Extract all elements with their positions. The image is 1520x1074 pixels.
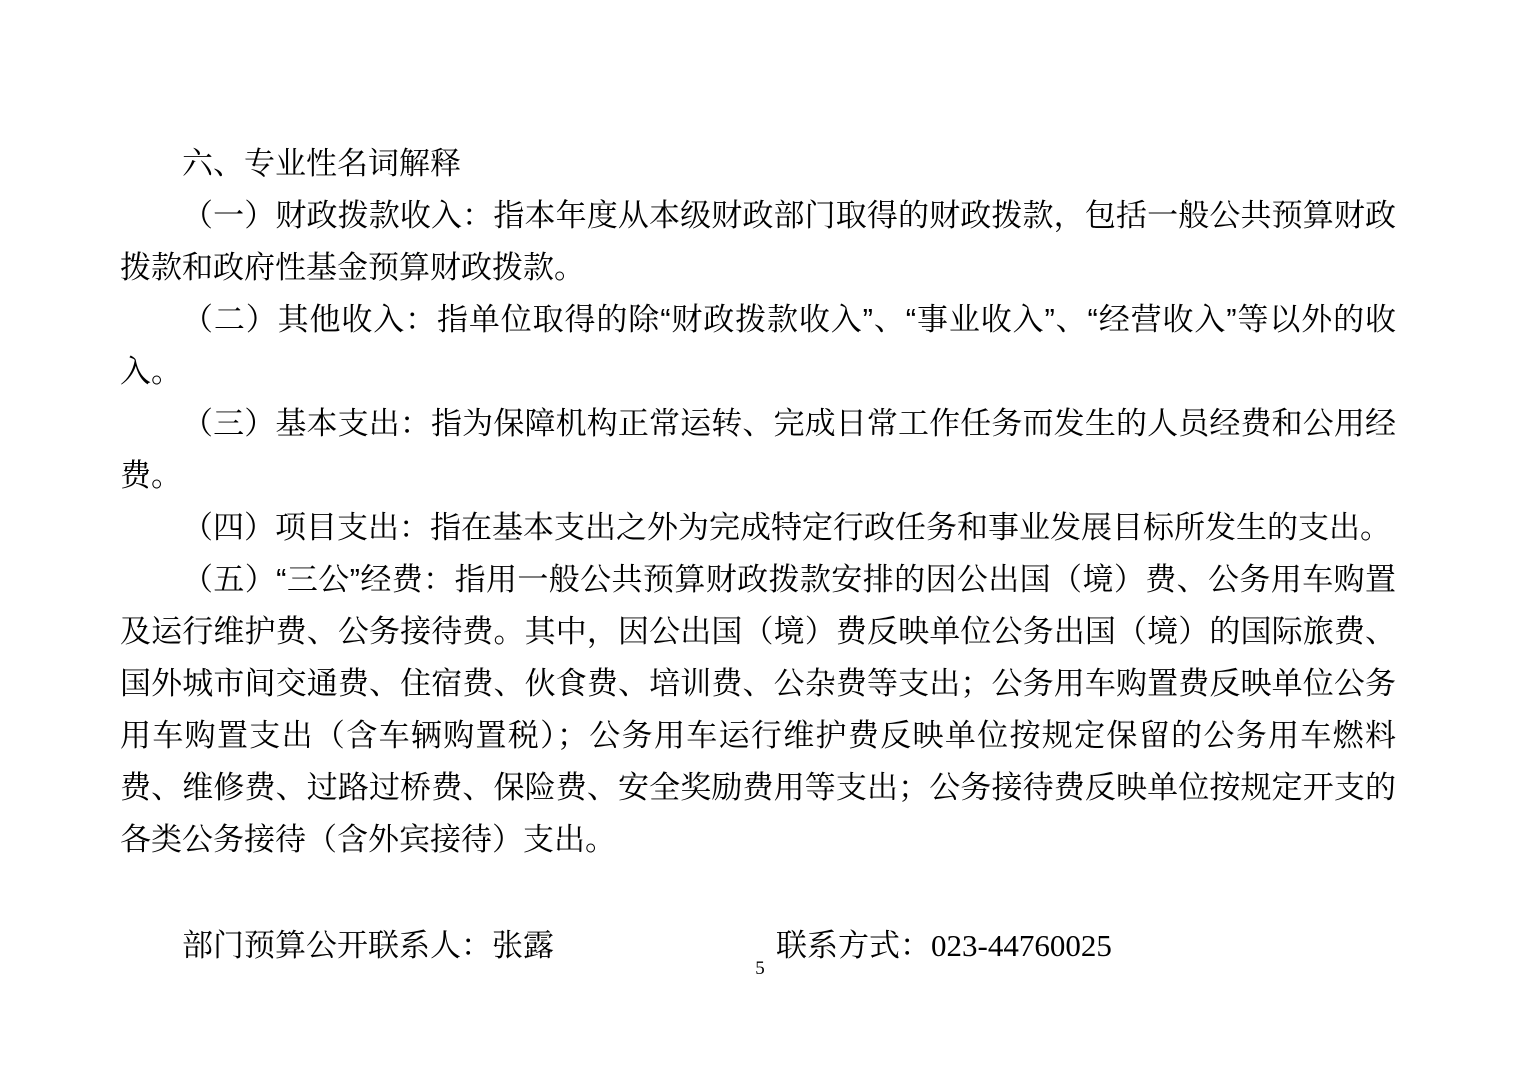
paragraph-basic-expenditure: （三）基本支出：指为保障机构正常运转、完成日常工作任务而发生的人员经费和公用经费。 [120, 406, 1396, 493]
contact-phone-number: 023-44760025 [931, 928, 1112, 963]
page-number: 5 [755, 958, 765, 979]
contact-person: 部门预算公开联系人：张露 [182, 928, 554, 963]
paragraph-fiscal-appropriation-income: （一）财政拨款收入：指本年度从本级财政部门取得的财政拨款，包括一般公共预算财政拨款和政府性基金预算财政拨款。 [120, 198, 1396, 285]
paragraph-project-expenditure: （四）项目支出：指在基本支出之外为完成特定行政任务和事业发展目标所发生的支出。 [182, 510, 1391, 545]
section-heading: 六、专业性名词解释 [182, 146, 461, 181]
contact-method-label: 联系方式： [776, 928, 931, 963]
paragraph-three-public-funds: （五）“三公”经费：指用一般公共预算财政拨款安排的因公出国（境）费、公务用车购置及运行维护费、公务接待费。其中，因公出国（境）费反映单位公务出国（境）的国际旅费、国外城市间交通费、住宿费、伙食费、培训费、公杂费等支出；公务用车购置费反映单位公务用车购置支出（含车辆购置税）；公务用车运行维护费反映单位按规定保留的公务用车燃料费、维修费、过路过桥费、保险费、安全奖励费用等支出；公务接待费反映单位按规定开支的各类公务接待（含外宾接待）支出。 [120, 562, 1396, 857]
document-body [120, 138, 1396, 972]
paragraph-other-income: （二）其他收入：指单位取得的除“财政拨款收入”、“事业收入”、“经营收入”等以外的收入。 [120, 302, 1396, 389]
